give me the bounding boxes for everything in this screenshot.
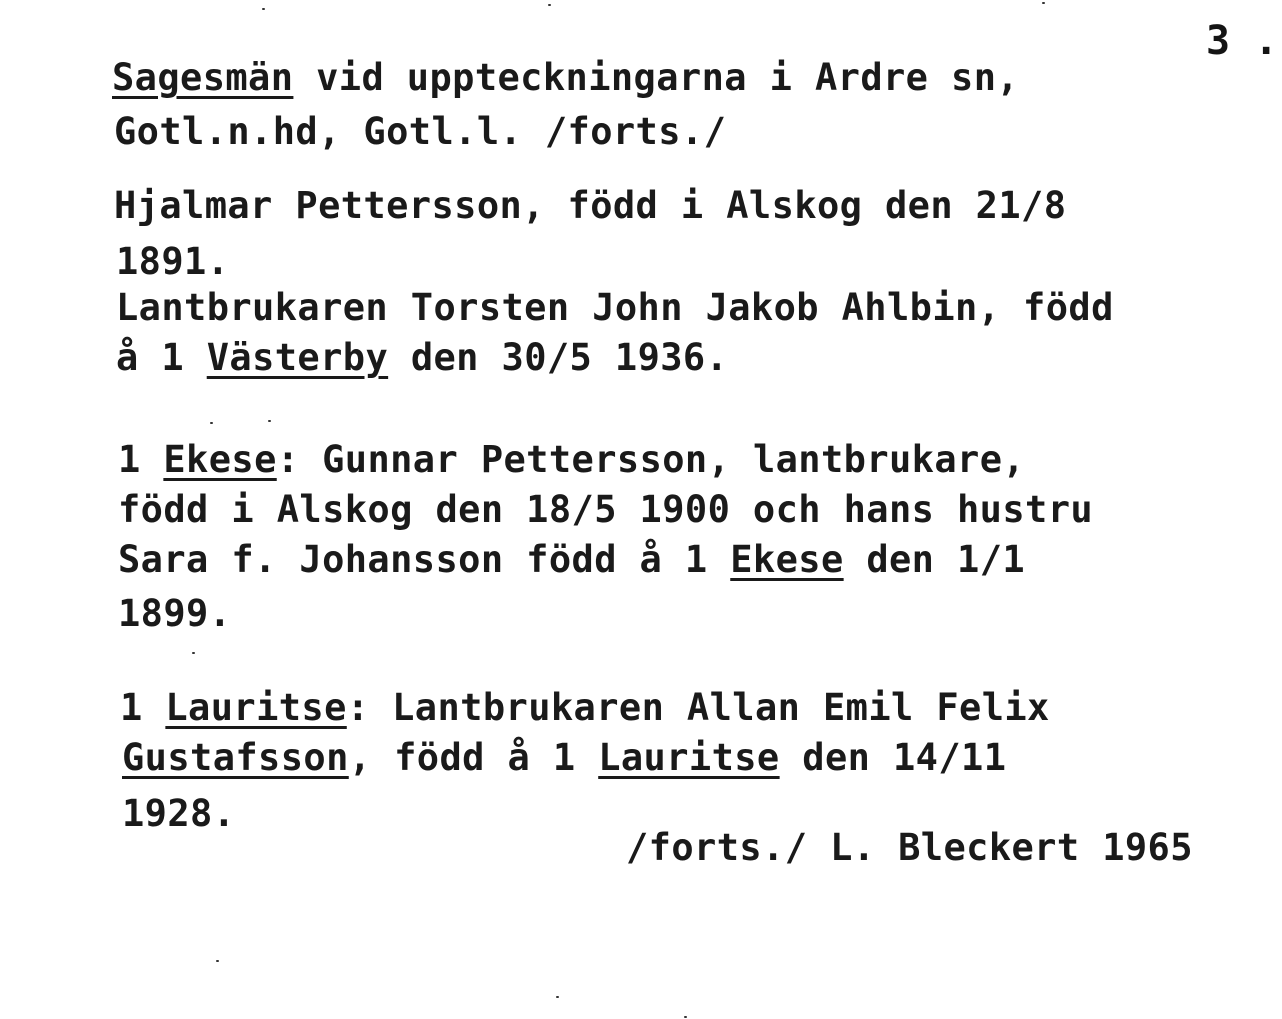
scan-speck [556,996,559,998]
scan-speck [216,960,219,962]
scan-speck [210,422,213,424]
entry1-line-4 [116,336,728,380]
entry2-line-4: 1899. [118,592,232,635]
entry2-line3-text: Sara f. Johansson född å 1 [118,538,731,581]
heading-line-2: Gotl.n.hd, Gotl.l. /forts./ [114,110,727,153]
entry1-date: den 30/5 1936. [388,336,729,379]
entry3-prefix: 1 [120,686,166,729]
entry3-line2-text: , född å 1 [348,736,599,779]
place-vasterby: Västerby [206,336,389,379]
entry1-line-2: 1891. [116,240,230,283]
entry3-line-3: 1928. [122,792,236,835]
scan-speck [268,420,271,422]
entry2-line-2: född i Alskog den 18/5 1900 och hans hustru [118,488,1094,531]
entry3-line2-date: den 14/11 [779,736,1007,779]
scan-speck [684,1016,687,1018]
entry1-line-1: Hjalmar Pettersson, född i Alskog den 21/8 [114,184,1067,227]
scan-speck [548,4,551,6]
page-number: 3 . [1206,18,1279,64]
entry1-prefix: å 1 [116,336,207,379]
heading-line-1 [112,56,1019,100]
scan-speck [262,8,265,10]
entry1-line-3: Lantbrukaren Torsten John Jakob Ahlbin, född [116,286,1114,329]
scan-speck [1042,2,1045,4]
place-lauritse-2: Lauritse [598,736,780,779]
place-ekese-2: Ekese [730,538,844,581]
entry2-line3-date: den 1/1 [843,538,1026,581]
footer-signature: /forts./ L. Bleckert 1965 [626,826,1193,869]
place-lauritse: Lauritse [165,686,347,729]
heading-rest: vid uppteckningarna i Ardre sn, [293,56,1020,99]
place-ekese: Ekese [163,438,277,481]
entry2-prefix: 1 [118,438,164,481]
entry2-line-3 [118,538,1025,582]
entry2-text: : Gunnar Pettersson, lantbrukare, [276,438,1026,481]
entry3-text: : Lantbrukaren Allan Emil Felix [346,686,1050,729]
entry3-line-2 [122,736,1006,780]
entry2-line-1 [118,438,1025,482]
heading-underlined-word: Sagesmän [112,56,294,99]
scan-speck [192,652,195,654]
name-gustafsson: Gustafsson [122,736,349,779]
entry3-line-1 [120,686,1050,730]
